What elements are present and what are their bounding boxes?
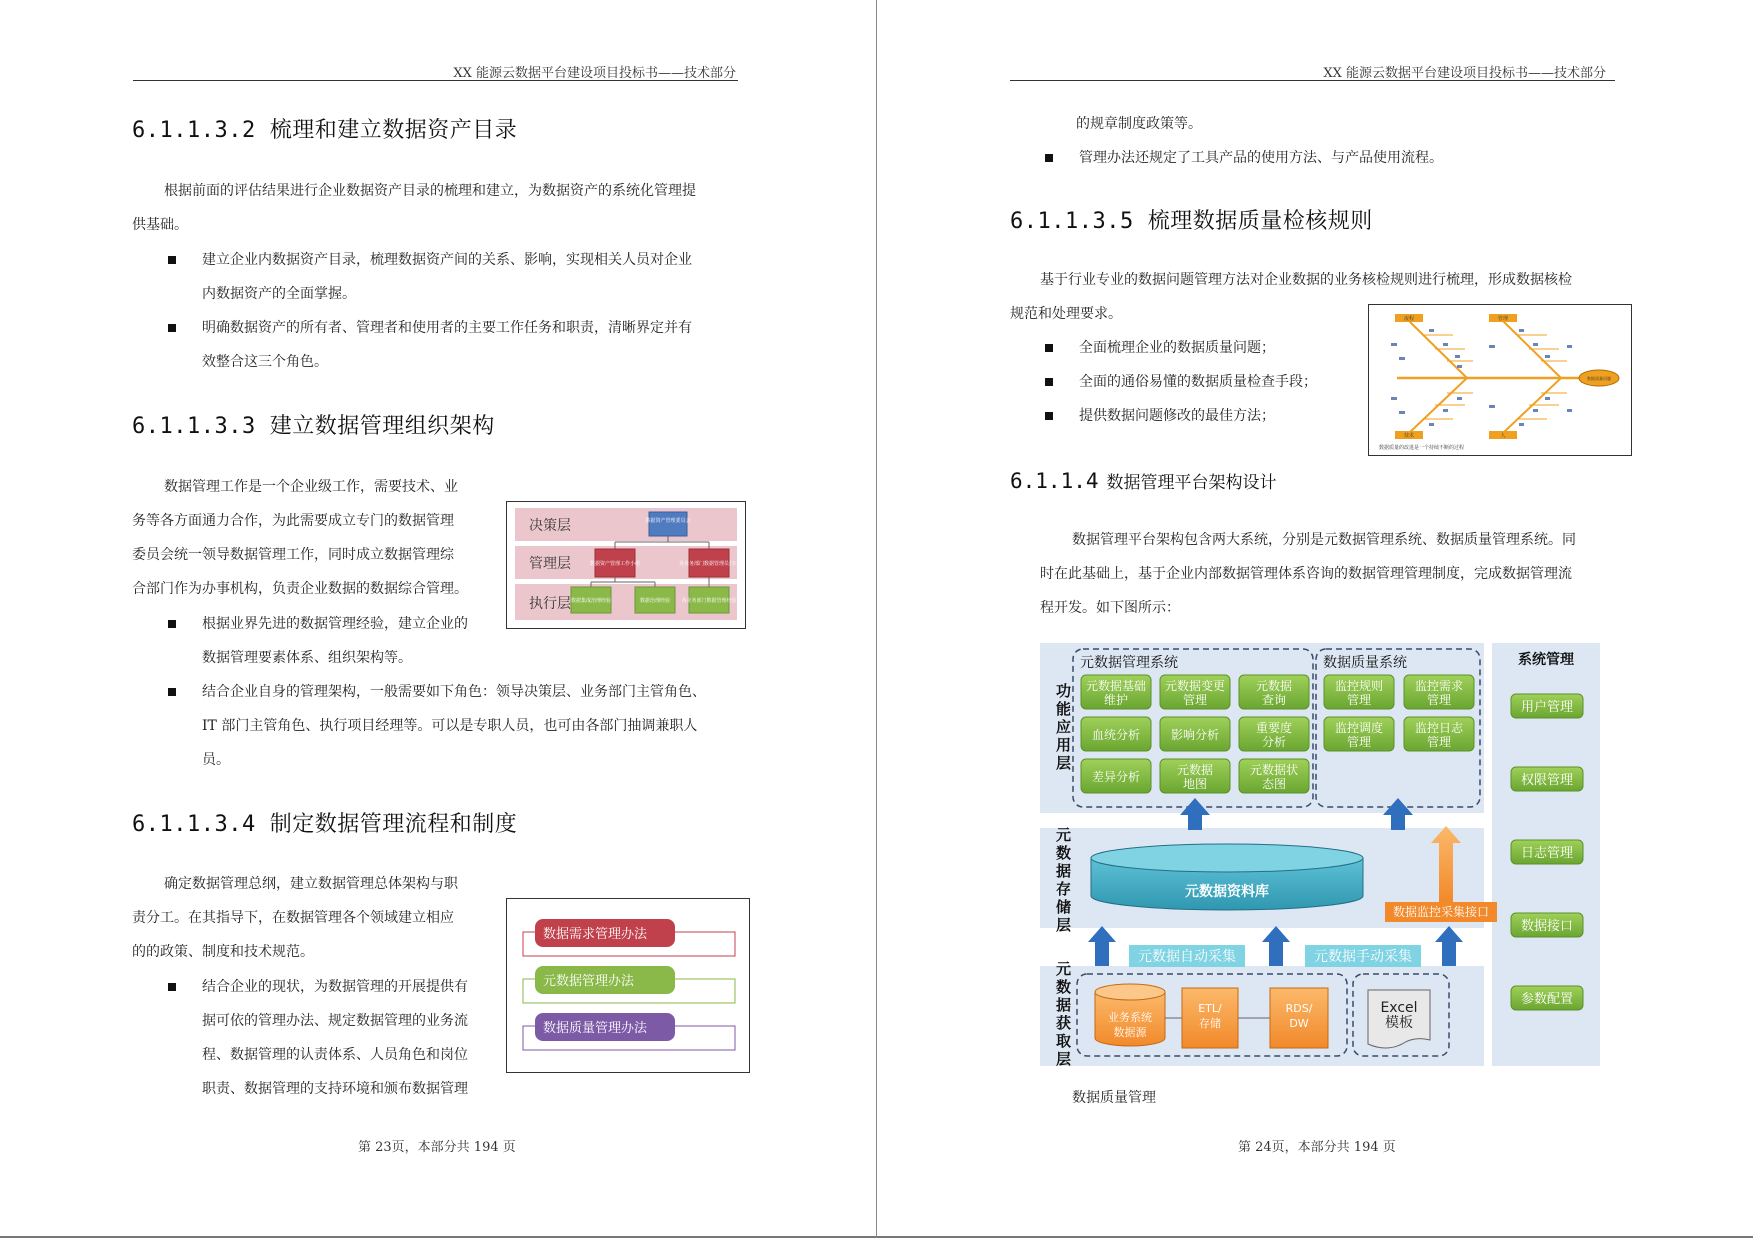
section-title: 数据管理平台架构设计 <box>1106 473 1277 493</box>
bullet-square-icon <box>1045 344 1053 352</box>
bullet-item <box>1045 331 1345 365</box>
page-footer: 第 23页，本部分共 194 页 <box>358 1140 516 1155</box>
left-page <box>0 0 877 1238</box>
fishbone-figure <box>1368 304 1632 456</box>
meta-function-button <box>1239 717 1309 751</box>
bullet-item <box>1045 141 1625 175</box>
quality-function-button <box>1324 675 1394 709</box>
bullet-square-icon <box>168 256 176 264</box>
paragraph-line: 确定数据管理总纲，建立数据管理总体架构与职 <box>164 876 458 892</box>
org-row-label: 管理层 <box>529 556 571 572</box>
manual-collect-label: 元数据手动采集 <box>1314 949 1412 965</box>
sys-mgmt-button <box>1511 840 1583 864</box>
method-label: 元数据管理办法 <box>543 974 635 989</box>
bullet-text: 提供数据问题修改的最佳方法； <box>1079 408 1275 424</box>
bullet-square-icon <box>1045 412 1053 420</box>
sys-mgmt-button-label: 参数配置 <box>1520 992 1574 1007</box>
org-row-label: 执行层 <box>529 596 571 612</box>
meta-function-button-label: 元数据查询 <box>1255 679 1293 707</box>
quality-function-button <box>1324 717 1394 751</box>
excel-label: Excel 模板 <box>1380 1000 1418 1031</box>
page-bottom-edge <box>877 1236 1753 1238</box>
meta-function-button-label: 重要度分析 <box>1255 721 1293 749</box>
paragraph-line: 的的政策、制度和技术规范。 <box>132 944 314 960</box>
section-title: 梳理和建立数据资产目录 <box>269 118 518 143</box>
paragraph-line: 程开发。如下图所示： <box>1040 600 1180 616</box>
org-row-label: 决策层 <box>529 518 571 534</box>
meta-function-button <box>1081 717 1151 751</box>
sys-mgmt-button <box>1511 986 1583 1010</box>
org-chart-figure <box>506 501 746 629</box>
section-title: 制定数据管理流程和制度 <box>269 812 518 837</box>
sys-mgmt-button-label: 权限管理 <box>1520 773 1574 788</box>
paragraph-line: 数据管理平台架构包含两大系统，分别是元数据管理系统、数据质量管理系统。同 <box>1072 532 1576 548</box>
auto-collect-label: 元数据自动采集 <box>1138 949 1236 965</box>
quality-function-button-label: 监控需求管理 <box>1414 679 1464 707</box>
org-box-text: 数据集成治理经验 <box>570 598 612 604</box>
right-page <box>877 0 1753 1238</box>
architecture-diagram <box>1040 640 1600 1070</box>
section-number: 6.1.1.3.5 <box>1010 209 1134 234</box>
fishbone-result: 数据质量问题 <box>1587 376 1611 381</box>
layer-label: 元数据存储层 <box>1056 826 1072 934</box>
bullet-text: 根据业界先进的数据管理经验，建立企业的 <box>202 616 468 632</box>
section-title: 梳理数据质量检核规则 <box>1147 209 1373 234</box>
quality-function-button-label: 监控规则管理 <box>1334 679 1384 707</box>
bullet-text: 据可依的管理办法、规定数据管理的业务流 <box>202 1013 468 1029</box>
section-heading <box>1010 468 1277 493</box>
layer-label: 功能应用层 <box>1056 682 1072 772</box>
methods-figure <box>506 898 750 1073</box>
fishbone-diagram <box>1369 305 1631 455</box>
quality-function-button-label: 监控日志管理 <box>1414 721 1464 749</box>
meta-function-button <box>1239 675 1309 709</box>
section-heading <box>132 807 517 838</box>
quality-function-button <box>1404 717 1474 751</box>
database-top <box>1091 844 1363 872</box>
header-rule <box>133 80 738 81</box>
fishbone-category-label: 技术 <box>1403 433 1415 439</box>
page-bottom-edge <box>0 1236 876 1238</box>
sys-mgmt-button <box>1511 913 1583 937</box>
paragraph-line: 根据前面的评估结果进行企业数据资产目录的梳理和建立，为数据资产的系统化管理提 <box>164 183 696 199</box>
section-number: 6.1.1.3.2 <box>132 118 256 143</box>
bullet-text: 结合企业的现状，为数据管理的开展提供有 <box>202 979 468 995</box>
group-title: 数据质量系统 <box>1323 655 1407 671</box>
meta-function-button-label: 血统分析 <box>1091 728 1141 742</box>
bullet-square-icon <box>168 324 176 332</box>
sys-mgmt-button <box>1511 767 1583 791</box>
section-heading <box>132 409 495 440</box>
methods-diagram <box>507 899 749 1072</box>
source-label: 业务系统数据源 <box>1108 1011 1152 1039</box>
meta-function-button-label: 元数据地图 <box>1176 763 1214 791</box>
meta-function-button <box>1160 675 1230 709</box>
method-label: 数据需求管理办法 <box>543 927 648 942</box>
org-box-text: 各业务部门数据管理员归口 <box>678 561 740 567</box>
meta-function-button-label: 元数据状态图 <box>1249 763 1299 791</box>
meta-function-button <box>1160 717 1230 751</box>
paragraph-line: 数据管理工作是一个企业级工作，需要技术、业 <box>164 479 458 495</box>
sys-mgmt-button-label: 用户管理 <box>1520 700 1574 715</box>
fishbone-category-label: 管理 <box>1497 316 1509 322</box>
org-box-committee <box>649 512 687 536</box>
paragraph-line: 供基础。 <box>132 217 188 233</box>
bullet-text: 管理办法还规定了工具产品的使用方法、与产品使用流程。 <box>1079 150 1443 166</box>
org-box-text: 数据资产管理委员会 <box>645 518 691 524</box>
bullet-item <box>168 970 498 1106</box>
meta-function-button-label: 元数据变更管理 <box>1164 679 1226 707</box>
sys-mgmt-button-label: 日志管理 <box>1520 846 1574 861</box>
meta-function-button-label: 差异分析 <box>1091 770 1141 784</box>
sys-mgmt-button-label: 数据接口 <box>1520 919 1574 934</box>
quality-function-button <box>1404 675 1474 709</box>
section-number: 6.1.1.3.4 <box>132 812 256 837</box>
up-arrow-icon <box>1088 926 1116 966</box>
meta-function-button <box>1239 759 1309 793</box>
meta-function-button <box>1081 675 1151 709</box>
meta-function-button-label: 影响分析 <box>1170 728 1220 742</box>
bullet-square-icon <box>168 688 176 696</box>
paragraph-line: 务等各方面通力合作，为此需要成立专门的数据管理 <box>132 513 454 529</box>
bullet-text: IT 部门主管角色、执行项目经理等。可以是专职人员，也可由各部门抽调兼职人 <box>202 718 698 734</box>
source-label: ETL/存储 <box>1198 1002 1222 1030</box>
quality-function-button-label: 监控调度管理 <box>1334 721 1384 749</box>
database-label: 元数据资料库 <box>1185 884 1269 900</box>
up-arrow-icon <box>1435 926 1463 966</box>
paragraph-line: 委员会统一领导数据管理工作，同时成立数据管理综 <box>132 547 454 563</box>
layer-label: 元数据获取层 <box>1056 960 1072 1068</box>
group-title: 元数据管理系统 <box>1080 655 1178 671</box>
bullet-text: 全面梳理企业的数据质量问题； <box>1079 340 1275 356</box>
header-rule <box>1010 80 1615 81</box>
fishbone-category-label: 流程 <box>1403 316 1415 322</box>
page-header: XX 能源云数据平台建设项目投标书——技术部分 <box>453 66 736 81</box>
org-chart <box>507 502 745 628</box>
section-title: 建立数据管理组织架构 <box>269 414 495 439</box>
bullet-item <box>1045 399 1345 433</box>
paragraph-line: 规范和处理要求。 <box>1010 306 1122 322</box>
page-footer: 第 24页，本部分共 194 页 <box>1238 1140 1396 1155</box>
section-heading <box>1010 204 1373 235</box>
page-header: XX 能源云数据平台建设项目投标书——技术部分 <box>1323 66 1606 81</box>
bullet-item <box>168 243 748 311</box>
org-box-text: 数据治理经验 <box>639 598 671 604</box>
meta-function-button <box>1160 759 1230 793</box>
bullet-item <box>1045 365 1345 399</box>
bullet-text: 结合企业自身的管理架构，一般需要如下角色：领导决策层、业务部门主管角色、 <box>202 684 706 700</box>
bullet-text: 明确数据资产的所有者、管理者和使用者的主要工作任务和职责，清晰界定并有 <box>202 320 692 336</box>
bullet-square-icon <box>1045 154 1053 162</box>
bullet-square-icon <box>168 983 176 991</box>
up-arrow-icon <box>1262 926 1290 966</box>
sys-mgmt-button <box>1511 694 1583 718</box>
paragraph-line: 基于行业专业的数据问题管理方法对企业数据的业务核检规则进行梳理，形成数据核检 <box>1040 272 1572 288</box>
monitor-interface-label: 数据监控采集接口 <box>1392 905 1490 919</box>
paragraph-line: 合部门作为办事机构，负责企业数据的数据综合管理。 <box>132 581 468 597</box>
bullet-item <box>168 675 758 777</box>
section-number: 6.1.1.4 <box>1010 469 1099 493</box>
bullet-text: 建立企业内数据资产目录，梳理数据资产间的关系、影响，实现相关人员对企业 <box>202 252 692 268</box>
meta-function-button <box>1081 759 1151 793</box>
org-box-text: 各业务部门数据管理经验 <box>681 598 737 604</box>
source-label: RDS/ DW <box>1285 1002 1313 1030</box>
paragraph-line: 责分工。在其指导下，在数据管理各个领域建立相应 <box>132 910 454 926</box>
sys-mgmt-title: 系统管理 <box>1518 652 1574 668</box>
bullet-text: 员。 <box>202 752 230 768</box>
bullet-item <box>168 311 748 379</box>
meta-function-button-label: 元数据基础维护 <box>1085 679 1147 707</box>
paragraph-line: 时在此基础上，基于企业内部数据管理体系咨询的数据管理管理制度，完成数据管理流 <box>1040 566 1572 582</box>
bullet-text: 程、数据管理的认责体系、人员角色和岗位 <box>202 1047 468 1063</box>
section-number: 6.1.1.3.3 <box>132 414 256 439</box>
fishbone-caption: 数据质量的改进是一个持续不断的过程 <box>1379 445 1465 451</box>
paragraph-line: 数据质量管理 <box>1072 1090 1156 1106</box>
org-box-text: 数据资产管理工作小组 <box>589 561 641 567</box>
bullet-text: 职责、数据管理的支持环境和颁布数据管理 <box>202 1081 468 1097</box>
section-heading <box>132 113 517 144</box>
bullet-text: 数据管理要素体系、组织架构等。 <box>202 650 412 666</box>
bullet-text: 内数据资产的全面掌握。 <box>202 286 356 302</box>
fishbone-category-label: 人 <box>1500 433 1506 439</box>
method-label: 数据质量管理办法 <box>543 1021 648 1036</box>
bullet-text: 效整合这三个角色。 <box>202 354 328 370</box>
bullet-square-icon <box>1045 378 1053 386</box>
bullet-item <box>168 607 498 675</box>
paragraph-line: 的规章制度政策等。 <box>1076 116 1202 132</box>
bullet-square-icon <box>168 620 176 628</box>
bullet-text: 全面的通俗易懂的数据质量检查手段； <box>1079 374 1317 390</box>
